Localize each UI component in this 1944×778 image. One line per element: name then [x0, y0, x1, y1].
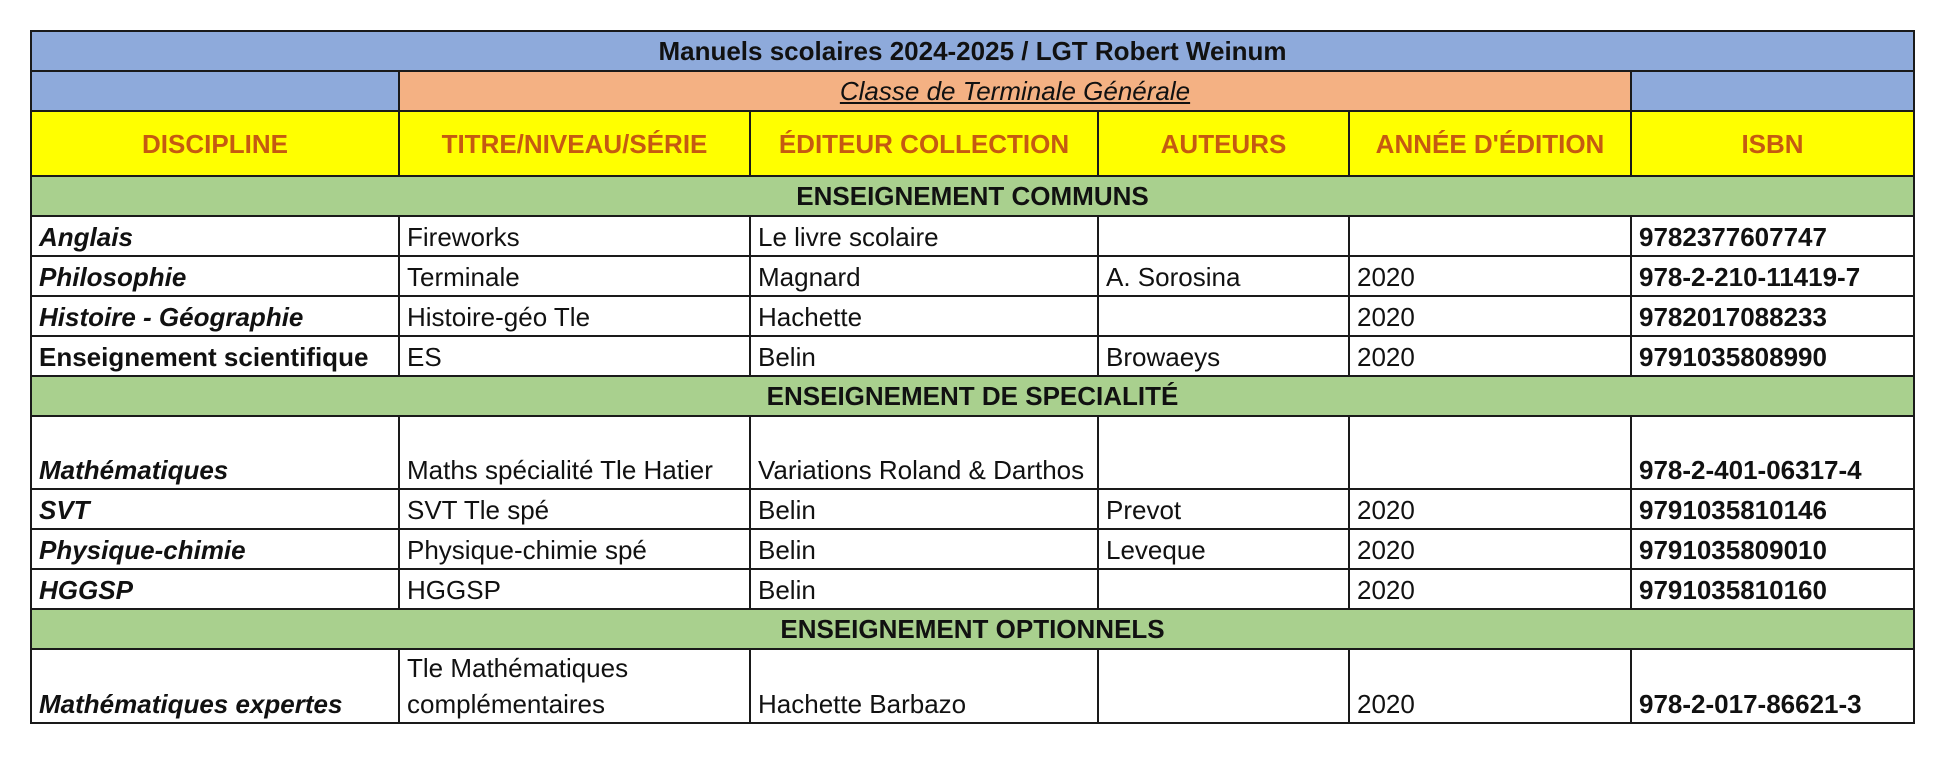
section-specialite: ENSEIGNEMENT DE SPECIALITÉ: [31, 376, 1914, 416]
auteurs-cell: [1098, 649, 1349, 723]
table-row: [31, 296, 1914, 336]
isbn-cell: 9791035810160: [1631, 569, 1914, 609]
table-row: [31, 216, 1914, 256]
auteurs-cell: Prevot: [1098, 489, 1349, 529]
titre-cell: Histoire-géo Tle: [399, 296, 750, 336]
annee-cell: 2020: [1349, 649, 1631, 723]
discipline-cell: SVT: [31, 489, 399, 529]
textbook-table: [30, 30, 1915, 724]
table-row: [31, 649, 1914, 723]
isbn-cell: 9782017088233: [1631, 296, 1914, 336]
table-row: [31, 416, 1914, 489]
auteurs-cell: A. Sorosina: [1098, 256, 1349, 296]
header-editeur: ÉDITEUR COLLECTION: [750, 111, 1098, 176]
auteurs-cell: [1098, 296, 1349, 336]
editeur-cell: Variations Roland & Darthos: [750, 416, 1098, 489]
discipline-cell: Mathématiques expertes: [31, 649, 399, 723]
isbn-cell: 9782377607747: [1631, 216, 1914, 256]
sheet-title: Manuels scolaires 2024-2025 / LGT Robert Weinum: [31, 31, 1914, 71]
discipline-cell: Philosophie: [31, 256, 399, 296]
header-titre: TITRE/NIVEAU/SÉRIE: [399, 111, 750, 176]
isbn-cell: 9791035810146: [1631, 489, 1914, 529]
titre-cell: HGGSP: [399, 569, 750, 609]
header-auteurs: AUTEURS: [1098, 111, 1349, 176]
auteurs-cell: Browaeys: [1098, 336, 1349, 376]
isbn-cell: 978-2-210-11419-7: [1631, 256, 1914, 296]
discipline-cell: Anglais: [31, 216, 399, 256]
auteurs-cell: [1098, 569, 1349, 609]
blank-cell: [1631, 71, 1914, 111]
editeur-cell: Le livre scolaire: [750, 216, 1098, 256]
section-optionnels: ENSEIGNEMENT OPTIONNELS: [31, 609, 1914, 649]
annee-cell: 2020: [1349, 569, 1631, 609]
section-communs: ENSEIGNEMENT COMMUNS: [31, 176, 1914, 216]
table-row: [31, 336, 1914, 376]
editeur-cell: Hachette: [750, 296, 1098, 336]
titre-cell: Terminale: [399, 256, 750, 296]
editeur-cell: Belin: [750, 569, 1098, 609]
annee-cell: 2020: [1349, 336, 1631, 376]
table-row: [31, 256, 1914, 296]
editeur-cell: Magnard: [750, 256, 1098, 296]
discipline-cell: Physique-chimie: [31, 529, 399, 569]
isbn-cell: 9791035808990: [1631, 336, 1914, 376]
discipline-cell: Mathématiques: [31, 416, 399, 489]
table-row: [31, 529, 1914, 569]
isbn-cell: 9791035809010: [1631, 529, 1914, 569]
discipline-cell: HGGSP: [31, 569, 399, 609]
titre-cell: Fireworks: [399, 216, 750, 256]
editeur-cell: Hachette Barbazo: [750, 649, 1098, 723]
annee-cell: 2020: [1349, 296, 1631, 336]
table-row: [31, 569, 1914, 609]
titre-cell: Maths spécialité Tle Hatier: [399, 416, 750, 489]
annee-cell: 2020: [1349, 529, 1631, 569]
isbn-cell: 978-2-017-86621-3: [1631, 649, 1914, 723]
annee-cell: 2020: [1349, 489, 1631, 529]
titre-cell: Tle Mathématiques complémentaires: [399, 649, 750, 723]
titre-cell: Physique-chimie spé: [399, 529, 750, 569]
annee-cell: 2020: [1349, 256, 1631, 296]
editeur-cell: Belin: [750, 336, 1098, 376]
editeur-cell: Belin: [750, 489, 1098, 529]
annee-cell: [1349, 216, 1631, 256]
editeur-cell: Belin: [750, 529, 1098, 569]
header-discipline: DISCIPLINE: [31, 111, 399, 176]
discipline-cell: Histoire - Géographie: [31, 296, 399, 336]
auteurs-cell: Leveque: [1098, 529, 1349, 569]
class-label: Classe de Terminale Générale: [399, 71, 1631, 111]
titre-cell: ES: [399, 336, 750, 376]
table-row: [31, 489, 1914, 529]
auteurs-cell: [1098, 416, 1349, 489]
header-isbn: ISBN: [1631, 111, 1914, 176]
blank-cell: [31, 71, 399, 111]
annee-cell: [1349, 416, 1631, 489]
isbn-cell: 978-2-401-06317-4: [1631, 416, 1914, 489]
header-annee: ANNÉE D'ÉDITION: [1349, 111, 1631, 176]
titre-cell: SVT Tle spé: [399, 489, 750, 529]
auteurs-cell: [1098, 216, 1349, 256]
discipline-cell: Enseignement scientifique: [31, 336, 399, 376]
